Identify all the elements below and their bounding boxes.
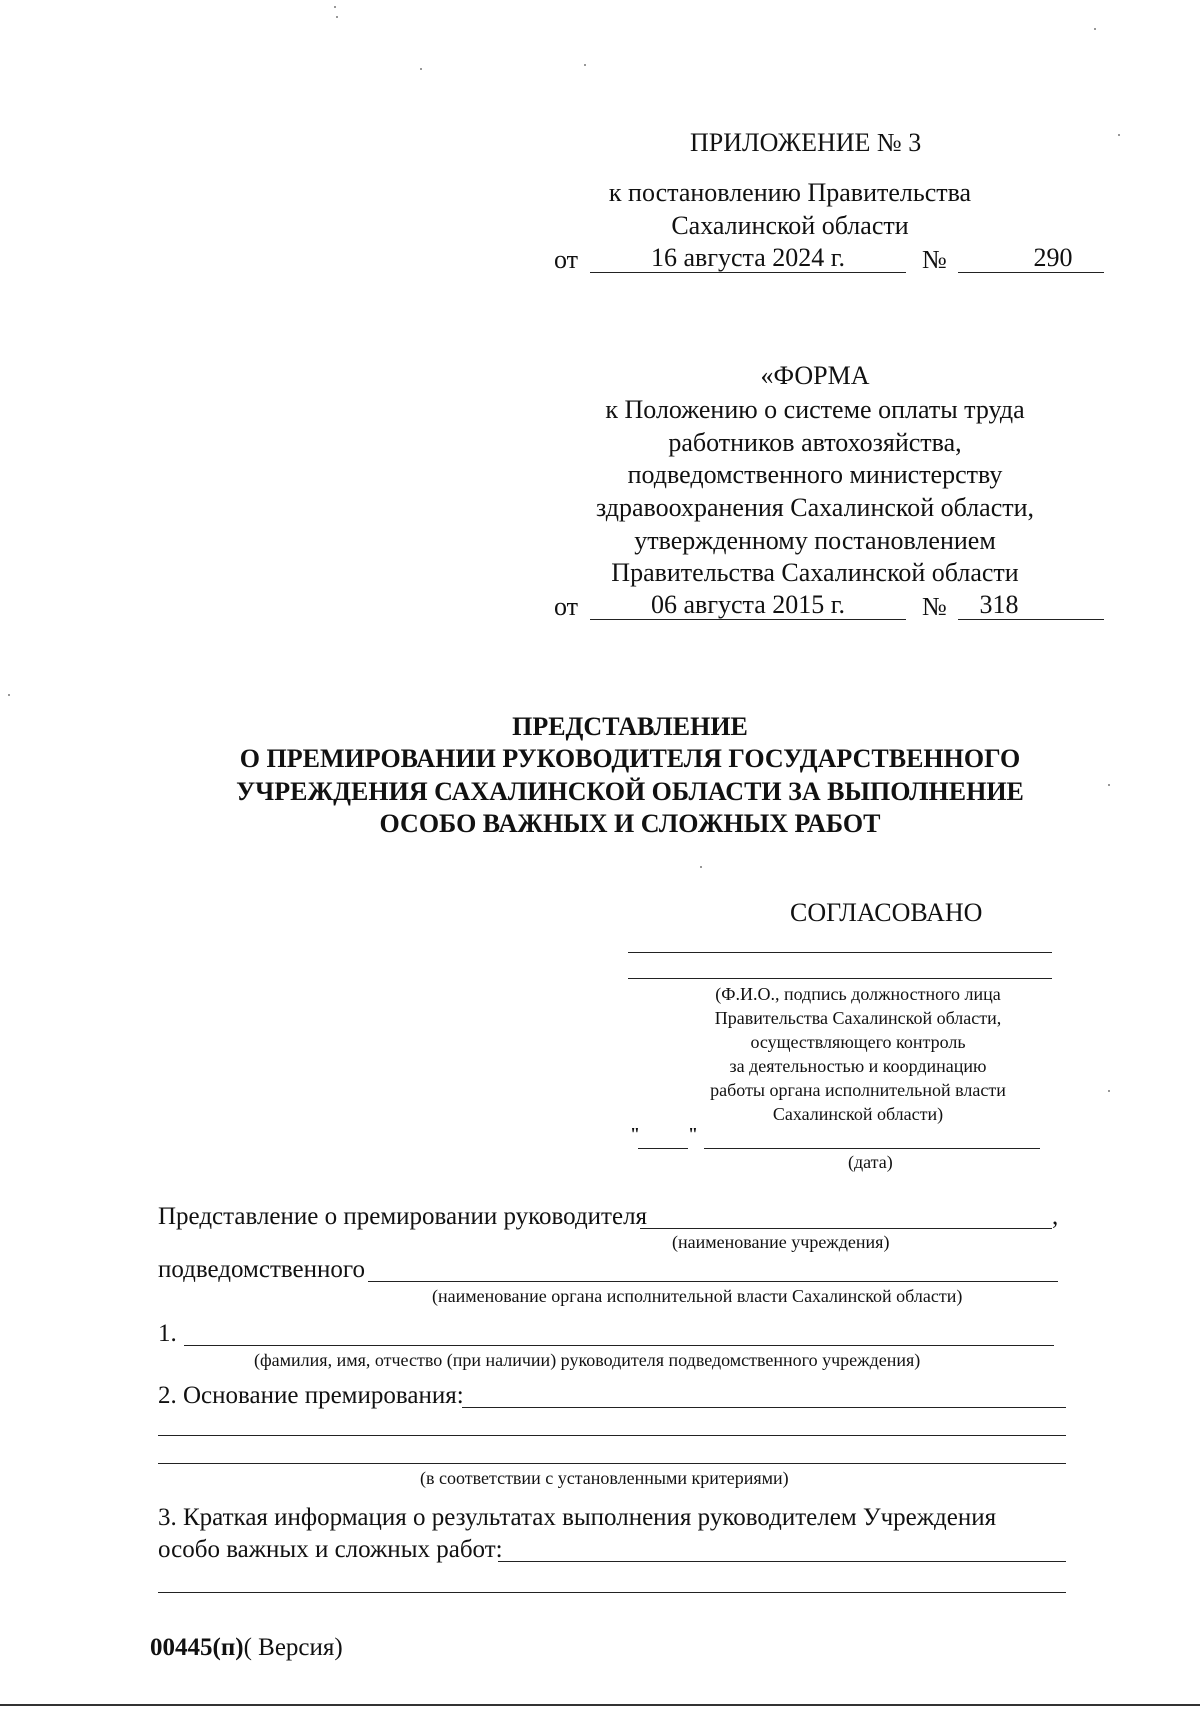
form-title: «ФОРМА <box>760 361 870 390</box>
institution-caption: (наименование учреждения) <box>672 1232 890 1252</box>
scan-speck <box>1118 134 1120 136</box>
appendix-from-label: от <box>554 245 579 274</box>
bonus-basis-caption: (в соответствии с установленными критериями) <box>420 1468 789 1488</box>
approval-quote-open: " <box>630 1124 640 1144</box>
scan-speck <box>700 866 702 868</box>
approval-caption-line: Сахалинской области) <box>772 1104 944 1124</box>
scan-speck <box>1108 784 1110 786</box>
scan-speck <box>8 694 10 696</box>
form-ref-number-field[interactable] <box>958 591 1104 620</box>
appendix-date-field[interactable] <box>590 244 906 273</box>
appendix-number-label: № <box>922 245 947 274</box>
approval-caption-line: осуществляющего контроль <box>750 1032 966 1052</box>
institution-name-field[interactable] <box>640 1228 1052 1229</box>
bonus-basis-field-1[interactable] <box>462 1407 1066 1408</box>
approval-caption-line: Правительства Сахалинской области, <box>714 1008 1002 1028</box>
appendix-line-1: к постановлению Правительства <box>608 178 972 207</box>
approval-title: СОГЛАСОВАНО <box>790 898 983 927</box>
appendix-number-field[interactable] <box>958 244 1104 273</box>
footer-code-block <box>150 1634 343 1662</box>
approval-date-caption: (дата) <box>848 1152 893 1172</box>
item-3-line-1: 3. Краткая информация о результатах выполнения руководителем Учреждения <box>158 1504 997 1531</box>
heading-line: ОСОБО ВАЖНЫХ И СЛОЖНЫХ РАБОТ <box>379 809 881 838</box>
approval-quote-close: " <box>688 1124 698 1144</box>
subordinate-label: подведомственного <box>158 1256 366 1283</box>
appendix-line-2: Сахалинской области <box>671 211 909 240</box>
form-ref-number-label: № <box>922 592 947 621</box>
form-ref-date: 06 августа 2015 г. <box>651 590 845 619</box>
form-ref-line: подведомственного министерству <box>627 460 1003 489</box>
scan-speck <box>1094 28 1096 30</box>
item-3-line-2: особо важных и сложных работ: <box>158 1536 503 1563</box>
heading-line: О ПРЕМИРОВАНИИ РУКОВОДИТЕЛЯ ГОСУДАРСТВЕННОГО <box>239 744 1021 773</box>
approval-signature-line[interactable] <box>628 978 1052 979</box>
form-ref-line: здравоохранения Сахалинской области, <box>595 493 1035 522</box>
director-caption: (фамилия, имя, отчество (при наличии) руководителя подведомственного учреждения) <box>254 1350 921 1370</box>
approval-caption-line: работы органа исполнительной власти <box>710 1080 1006 1100</box>
approval-line-1[interactable] <box>628 952 1052 953</box>
form-ref-line: Правительства Сахалинской области <box>611 558 1019 587</box>
form-ref-line: работников автохозяйства, <box>668 428 962 457</box>
scan-edge-line <box>0 1704 1200 1706</box>
appendix-number: 290 <box>1033 243 1073 272</box>
heading-line: ПРЕДСТАВЛЕНИЕ <box>512 712 748 741</box>
form-ref-line: утвержденному постановлением <box>634 526 996 555</box>
form-ref-number: 318 <box>979 590 1019 619</box>
authority-caption: (наименование органа исполнительной власти Сахалинской области) <box>432 1286 963 1306</box>
item-2-label: 2. Основание премирования: <box>158 1382 464 1409</box>
authority-name-field[interactable] <box>368 1281 1058 1282</box>
director-name-field[interactable] <box>184 1345 1054 1346</box>
results-info-field-2[interactable] <box>158 1592 1066 1593</box>
scan-speck <box>1108 1090 1110 1092</box>
scan-speck <box>420 68 422 70</box>
form-ref-date-field[interactable] <box>590 591 906 620</box>
scan-speck <box>334 6 336 8</box>
item-1-label: 1. <box>158 1320 177 1347</box>
approval-caption-line: за деятельностью и координацию <box>729 1056 987 1076</box>
footer-version: ( Версия) <box>243 1634 343 1661</box>
intro-comma: , <box>1052 1203 1059 1230</box>
approval-day-field[interactable] <box>638 1148 688 1149</box>
results-info-field-1[interactable] <box>498 1561 1066 1562</box>
scan-speck <box>336 16 338 18</box>
form-ref-line: к Положению о системе оплаты труда <box>605 395 1025 424</box>
form-ref-from-label: от <box>554 592 579 621</box>
bonus-basis-field-2[interactable] <box>158 1435 1066 1436</box>
appendix-title: ПРИЛОЖЕНИЕ № 3 <box>690 128 922 157</box>
approval-caption-line: (Ф.И.О., подпись должностного лица <box>715 984 1001 1004</box>
heading-line: УЧРЕЖДЕНИЯ САХАЛИНСКОЙ ОБЛАСТИ ЗА ВЫПОЛНЕНИЕ <box>236 777 1024 806</box>
approval-date-field[interactable] <box>704 1148 1040 1149</box>
bonus-basis-field-3[interactable] <box>158 1463 1066 1464</box>
appendix-date: 16 августа 2024 г. <box>651 243 845 272</box>
intro-label: Представление о премировании руководителя <box>158 1203 648 1230</box>
footer-code: 00445(п) <box>150 1634 244 1661</box>
scan-speck <box>584 64 586 66</box>
